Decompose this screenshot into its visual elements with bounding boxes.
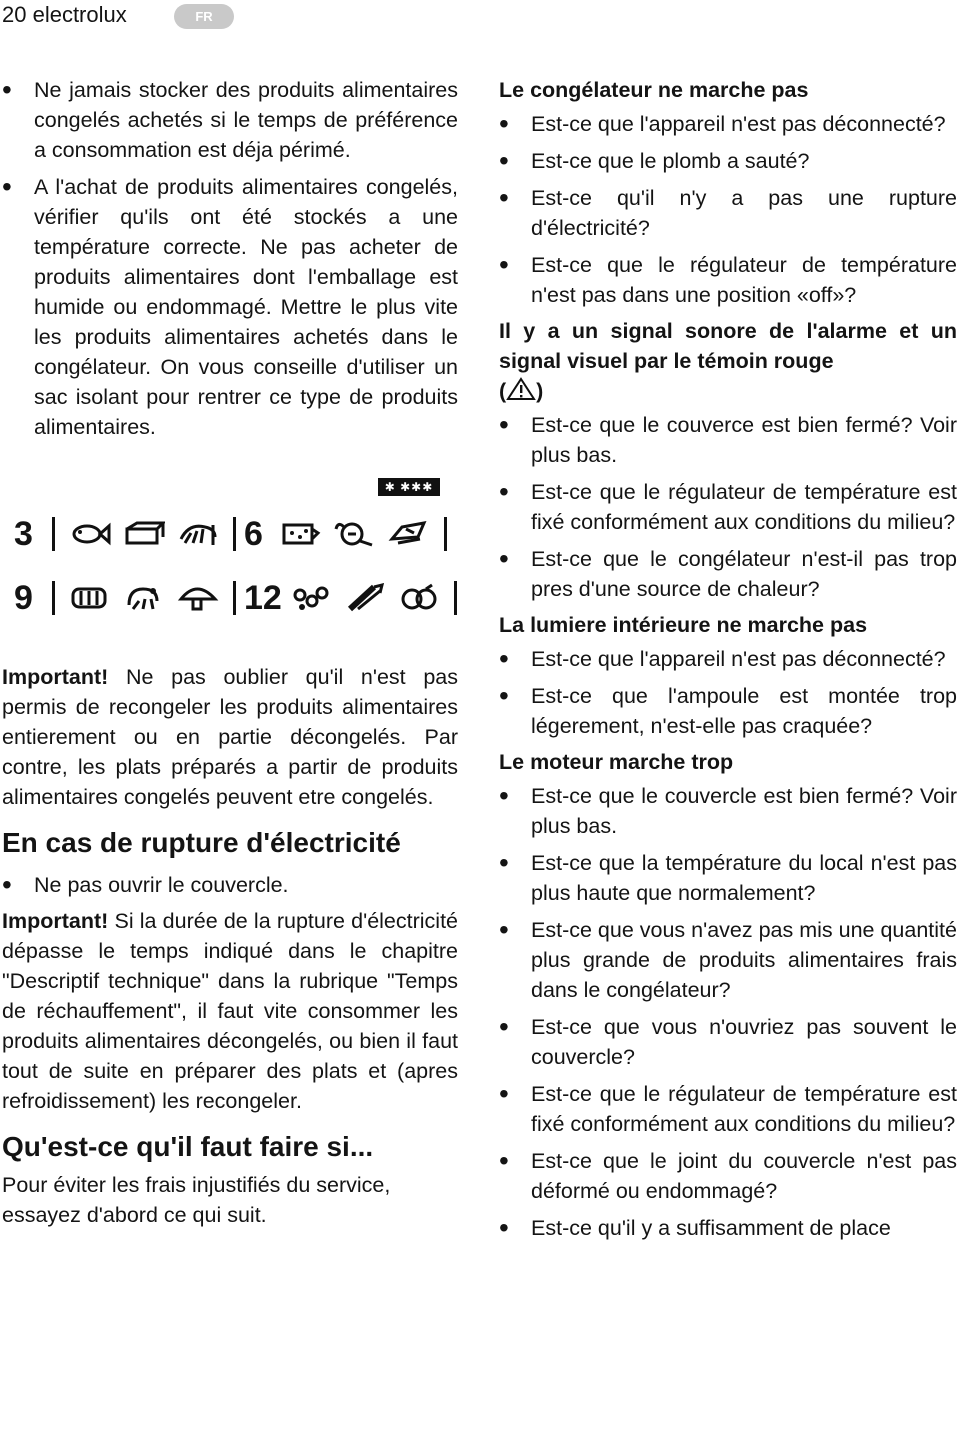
ice-cream-icon — [280, 519, 322, 549]
warning-triangle-icon — [506, 377, 536, 401]
list-item: • Ne pas ouvrir le couvercle. — [2, 870, 458, 900]
power-cut-list — [2, 870, 458, 900]
storage-time-figure — [14, 478, 464, 638]
right-column — [499, 75, 957, 1243]
list-item: • Est-ce que le régulateur de température est fixé conformément aux conditions du milieu? — [499, 477, 957, 537]
chicken-icon — [123, 583, 165, 613]
divider — [233, 517, 236, 551]
list-item: • Est-ce que l'appareil n'est pas déconnecté? — [499, 644, 957, 674]
language-badge: FR — [174, 4, 234, 29]
list-item: • Est-ce que le congélateur n'est-il pas trop pres d'une source de chaleur? — [499, 544, 957, 604]
figure-row-1 — [14, 512, 455, 556]
important-note-refreeze — [2, 662, 458, 812]
vegetable-icon — [344, 583, 386, 613]
months-label: 6 — [244, 515, 263, 553]
list-item: • Est-ce que vous n'avez pas mis une quantité plus grande de produits alimentaires frais dans le congélateur? — [499, 915, 957, 1005]
heading-alarm-text: Il y a un signal sonore de l'alarme et un signal visuel par le témoin rouge — [499, 319, 957, 373]
heading-light-not-working: La lumiere intérieure ne marche pas — [499, 613, 868, 637]
sausage-icon — [290, 583, 332, 613]
freezer-checks-list — [499, 109, 957, 310]
list-item: • Est-ce que le couvercle est bien fermé? Voir plus bas. — [499, 781, 957, 841]
heading-freezer-not-working: Le congélateur ne marche pas — [499, 78, 809, 102]
left-column — [2, 75, 458, 1230]
divider — [444, 517, 447, 551]
list-item: • Est-ce que vous n'ouvriez pas souvent le couvercle? — [499, 1012, 957, 1072]
fish-icon — [69, 519, 111, 549]
section-title-power-cut: En cas de rupture d'électricité — [2, 827, 401, 858]
important-label: Important! — [2, 909, 109, 933]
troubleshooting-intro: Pour éviter les frais injustifiés du service, essayez d'abord ce qui suit. — [2, 1173, 391, 1227]
meat-icon — [334, 519, 376, 549]
important-label: Important! — [2, 665, 109, 689]
divider — [52, 517, 55, 551]
list-item: • Est-ce que l'ampoule est montée trop légerement, n'est-elle pas craquée? — [499, 681, 957, 741]
list-item: • Est-ce qu'il n'y a pas une rupture d'électricité? — [499, 183, 957, 243]
divider — [233, 581, 236, 615]
list-item: • Est-ce que le couverce est bien fermé? Voir plus bas. — [499, 410, 957, 470]
figure-row-2 — [14, 576, 465, 620]
list-item: • Est-ce qu'il y a suffisamment de place — [499, 1213, 957, 1243]
butter-icon — [69, 583, 111, 613]
cheese-icon — [123, 519, 165, 549]
list-item: • Est-ce que le régulateur de température n'est pas dans une position «off»? — [499, 250, 957, 310]
list-item: • Est-ce que le régulateur de température est fixé conformément aux conditions du milieu? — [499, 1079, 957, 1139]
months-label: 12 — [244, 579, 282, 617]
section-title-troubleshooting: Qu'est-ce qu'il faut faire si... — [2, 1131, 374, 1162]
freezer-stars-badge: ✱ ✱✱✱ — [378, 478, 440, 496]
divider — [52, 581, 55, 615]
list-item: • Est-ce que l'appareil n'est pas déconnecté? — [499, 109, 957, 139]
poultry-icon — [388, 519, 430, 549]
list-item: • A l'achat de produits alimentaires congelés, vérifier qu'ils ont été stockés a une température correcte. Ne pas acheter de produits alimentaires dont l'emballage est humide ou endommagé. Mettre le plus vite les produits alimentaires achetés dans le congélateur. On vous conseille d'utiliser un sac isolant pour rentrer ce type de produits alimentaires. — [2, 172, 458, 442]
months-label: 3 — [14, 515, 33, 553]
motor-checks-list — [499, 781, 957, 1243]
list-item: • Est-ce que la température du local n'est pas plus haute que normalement? — [499, 848, 957, 908]
heading-motor-runs-too-much: Le moteur marche trop — [499, 750, 734, 774]
shrimp-icon — [177, 519, 219, 549]
list-item: • Ne jamais stocker des produits alimentaires congelés achetés si le temps de préférence a consommation est déja périmé. — [2, 75, 458, 165]
page-number: 20 electrolux — [2, 2, 127, 27]
mushroom-icon — [177, 583, 219, 613]
important-note-power — [2, 906, 458, 1116]
important-text: Ne pas oublier qu'il n'est pas permis de recongeler les produits alimentaires entierement ou en partie décongelés. Par contre, les plats préparés a partir de produits alimentaires congelés peuvent etre congelés. — [2, 665, 458, 809]
alarm-checks-list — [499, 410, 957, 604]
heading-alarm: Il y a un signal sonore de l'alarme et un signal visuel par le témoin rouge ( ) — [499, 319, 957, 403]
light-checks-list — [499, 644, 957, 741]
list-item: • Est-ce que le plomb a sauté? — [499, 146, 957, 176]
storage-tips-list — [2, 75, 458, 442]
fruit-icon — [398, 583, 440, 613]
months-label: 9 — [14, 579, 33, 617]
list-item: • Est-ce que le joint du couvercle n'est pas déformé ou endommagé? — [499, 1146, 957, 1206]
important-text: Si la durée de la rupture d'électricité dépasse le temps indiqué dans le chapitre "Descriptif technique" dans la rubrique "Temps de réchauffement", il faut vite consommer les produits alimentaires décongelés, ou bien il faut tout de suite en préparer des plats et (apres refroidissement) les recongeler. — [2, 909, 458, 1113]
divider — [454, 581, 457, 615]
